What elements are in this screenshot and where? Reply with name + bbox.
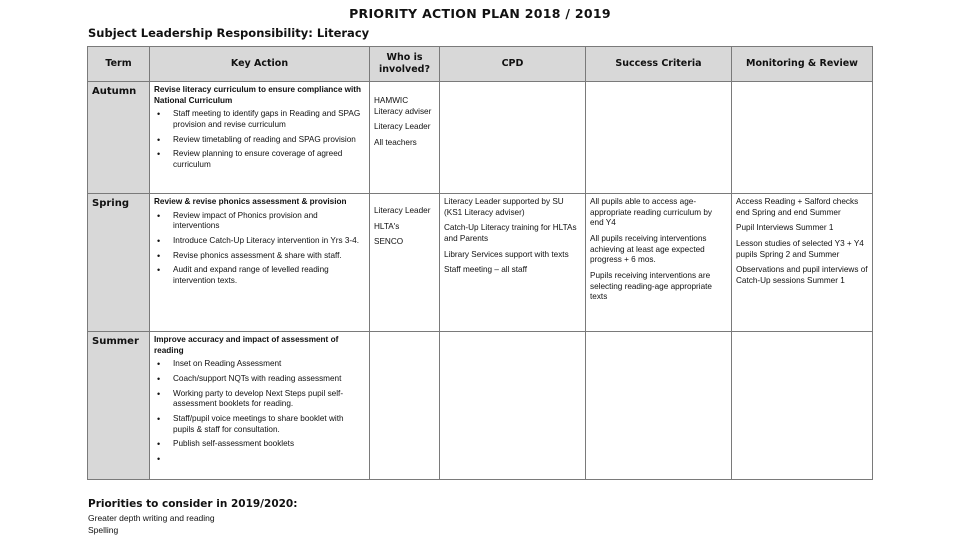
who-item: Literacy Leader xyxy=(374,206,431,215)
term-cell: Autumn xyxy=(88,82,150,194)
who-item: All teachers xyxy=(374,137,417,147)
priorities-title: Priorities to consider in 2019/2020: xyxy=(88,498,298,510)
list-item: • Publish self-assessment booklets xyxy=(154,439,365,450)
cpd-item: Staff meeting – all staff xyxy=(444,265,527,275)
header-cpd: CPD xyxy=(440,47,586,82)
page-subtitle: Subject Leadership Responsibility: Literacy xyxy=(88,26,370,40)
list-item: • Inset on Reading Assessment xyxy=(154,359,365,370)
cpd-cell xyxy=(440,332,586,480)
key-action-title: Review & revise phonics assessment & provision xyxy=(154,197,347,206)
action-plan-table xyxy=(87,46,873,480)
who-item: SENCO xyxy=(374,237,404,247)
term-cell: Spring xyxy=(88,194,150,332)
monitoring-cell xyxy=(732,332,873,480)
priority-item: Greater depth writing and reading xyxy=(88,513,215,523)
monitoring-item: Pupil Interviews Summer 1 xyxy=(736,223,834,233)
priority-item: Spelling xyxy=(88,525,119,535)
list-item: • Revise phonics assessment & share with staff. xyxy=(154,251,365,262)
list-item: • Staff meeting to identify gaps in Reading and SPAG provision and revise curriculum xyxy=(154,109,365,130)
success-item: All pupils receiving interventions achieving at least age expected progress + 6 mos. xyxy=(590,233,707,265)
success-cell xyxy=(586,194,732,332)
who-item: Literacy Leader xyxy=(374,122,431,132)
list-item: • Review planning to ensure coverage of agreed curriculum xyxy=(154,149,365,170)
list-item: • Introduce Catch-Up Literacy intervention in Yrs 3-4. xyxy=(154,236,365,247)
success-cell xyxy=(586,82,732,194)
header-who: Who is involved? xyxy=(370,47,440,82)
key-action-cell xyxy=(150,194,370,332)
who-item: HLTA's xyxy=(374,221,400,231)
who-cell xyxy=(370,82,440,194)
list-item: • Audit and expand range of levelled reading intervention texts. xyxy=(154,265,365,286)
key-action-title: Revise literacy curriculum to ensure compliance with National Curriculum xyxy=(154,85,362,105)
header-success-criteria: Success Criteria xyxy=(586,47,732,82)
success-cell xyxy=(586,332,732,480)
key-action-cell xyxy=(150,82,370,194)
cpd-cell xyxy=(440,194,586,332)
key-action-cell xyxy=(150,332,370,480)
table-row-spring xyxy=(88,194,873,332)
list-item: • Coach/support NQTs with reading assessment xyxy=(154,374,365,385)
table-row-summer xyxy=(88,332,873,480)
monitoring-item: Access Reading + Salford checks end Spring and end Summer xyxy=(736,197,859,217)
monitoring-item: Lesson studies of selected Y3 + Y4 pupils Spring 2 and Summer xyxy=(736,238,864,259)
list-item: • Staff/pupil voice meetings to share booklet with pupils & staff for consultation. xyxy=(154,414,365,435)
success-item: All pupils able to access age-appropriate reading curriculum by end Y4 xyxy=(590,197,712,228)
who-item: HAMWIC Literacy adviser xyxy=(374,96,432,116)
table-header-row xyxy=(88,47,873,82)
key-action-list xyxy=(154,359,365,450)
cpd-item: Catch-Up Literacy training for HLTAs and Parents xyxy=(444,223,577,243)
cpd-item: Library Services support with texts xyxy=(444,249,569,259)
header-term: Term xyxy=(88,47,150,82)
header-key-action: Key Action xyxy=(150,47,370,82)
key-action-list xyxy=(154,211,365,287)
who-cell xyxy=(370,194,440,332)
header-monitoring-review: Monitoring & Review xyxy=(732,47,873,82)
monitoring-cell xyxy=(732,82,873,194)
page-title: PRIORITY ACTION PLAN 2018 / 2019 xyxy=(349,6,611,21)
key-action-title: Improve accuracy and impact of assessment of reading xyxy=(154,335,339,355)
key-action-list xyxy=(154,109,365,170)
table-row-autumn xyxy=(88,82,873,194)
who-cell xyxy=(370,332,440,480)
cpd-cell xyxy=(440,82,586,194)
monitoring-cell xyxy=(732,194,873,332)
list-item: • Working party to develop Next Steps pupil self-assessment booklets for reading. xyxy=(154,389,365,410)
list-item: • Review impact of Phonics provision and interventions xyxy=(154,211,365,232)
cpd-item: Literacy Leader supported by SU (KS1 Literacy adviser) xyxy=(444,197,564,217)
list-item: • Review timetabling of reading and SPAG provision xyxy=(154,135,365,146)
success-item: Pupils receiving interventions are selecting reading-age appropriate texts xyxy=(590,270,712,302)
monitoring-item: Observations and pupil interviews of Catch-Up sessions Summer 1 xyxy=(736,265,868,285)
term-cell: Summer xyxy=(88,332,150,480)
